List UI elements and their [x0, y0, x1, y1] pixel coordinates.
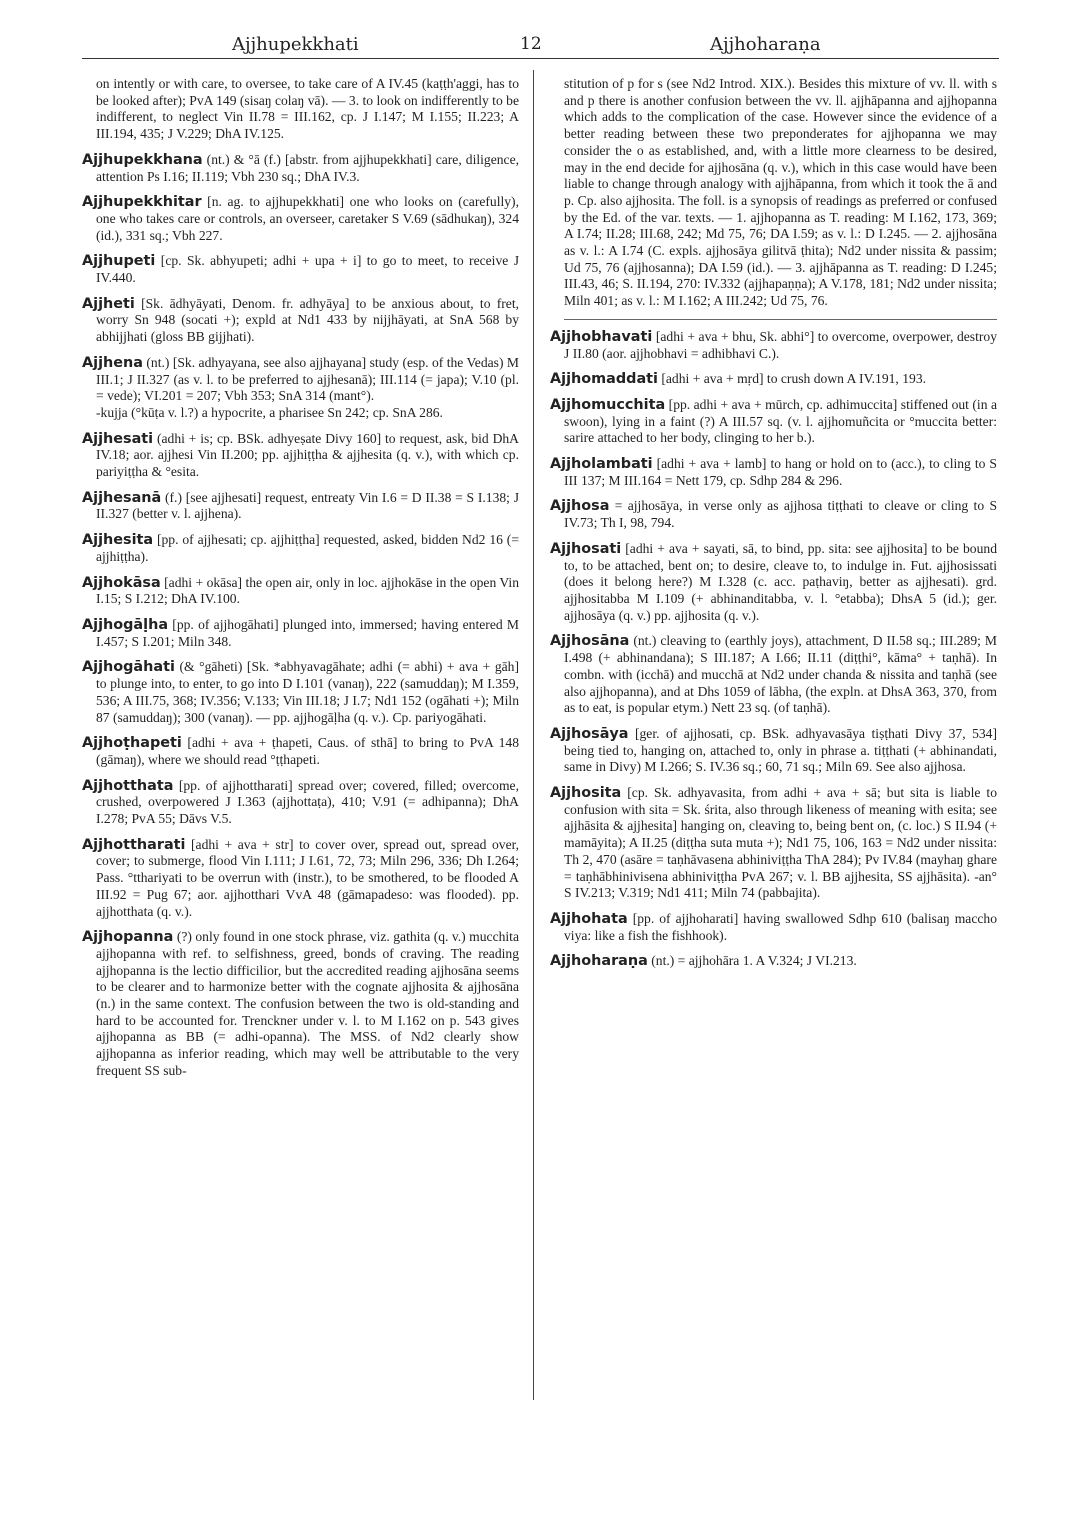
dictionary-entry — [82, 659, 519, 726]
dictionary-entry — [82, 152, 519, 185]
dictionary-entry — [550, 911, 997, 944]
entry-subentry: -kujja (°kūṭa v. l.?) a hypocrite, a pharisee Sn 242; cp. SnA 286. — [96, 404, 443, 420]
dictionary-entry — [82, 778, 519, 828]
dictionary-entry — [550, 785, 997, 902]
dictionary-entry — [550, 541, 997, 625]
entry-definition: [cp. Sk. abhyupeti; adhi + upa + i] to go to meet, to receive J IV.440. — [96, 253, 519, 286]
entry-definition: [adhi + ava + bhu, Sk. abhi°] to overcome, overpower, destroy J II.80 (aor. ajjhobhavi = adhibhavi C.). — [564, 328, 997, 361]
entry-headword: Ajjhosāya — [550, 725, 629, 742]
continuation-text: stitution of p for s (see Nd2 Introd. XIX.). Besides this mixture of vv. ll. with s and p there is another confusion between the vv. ll. ajjhāpanna and ajjhopanna which adds to the complication of the case. However since the evidence of a better reading between these two preponderates for ajjhopanna we may consider the o as established, and, with a little more clearness to be desired, may in the end decide for ajjhosāna (q. v.), which in this case would have been liable to change through analogy with ajjhāpanna, from which it took the ā and p. Cp. also ajjhosita. The foll. is a synopsis of readings as preferred or confused by the Ed. of the var. texts. — 1. ajjhopanna as T. reading: M I.162, 173, 369; A I.74; II.28; III.68, 242; Md 75, 76; DA I.59; as v. l.: D I.245. — 2. ajjhosāna as v. l.: A I.74 (C. expls. ajjhosāya gilitvā ṭhita); Nd2 under nissita & passim; Ud 75, 76 (ajjhosanna); DA I.59 (id.). — 3. ajjhāpanna as T. reading: D I.245; III.43, 46; S. II.194, 270: IV.332 (ajjhapaṇṇa); A V.178, 181; Nd2 under nissita; Miln 401; as v. l.: M I.162; A III.242; Ud 75, 76. — [564, 76, 997, 309]
entry-headword: Ajjhesanā — [82, 489, 162, 506]
left-column — [82, 76, 519, 1089]
entry-headword: Ajjhesita — [82, 532, 154, 549]
entry-definition: (?) only found in one stock phrase, viz. gathita (q. v.) mucchita ajjhopanna with ref. to selfishness, greed, bonds of craving. The reading ajjhopanna is the lectio difficilior, but the accredited reading ajjhosāna seems to be clearer and to harmonize better with the cognate ajjhosita & ajjhosāna (n.) in the same context. The confusion between the two is old-standing and hard to be accounted for. Trenckner under v. l. to M I.162 on p. 543 gives ajjhopanna as BB (= adhi-opanna). The MSS. of Nd2 clearly show ajjhopanna as inferior reading, which may well be attributable to the very frequent SS sub- — [96, 929, 519, 1078]
entry-definition: = ajjhosāya, in verse only as ajjhosa tiṭṭhati to cleave or cling to S IV.73; Th I, 98, 794. — [564, 498, 997, 531]
entry-definition: [Sk. ādhyāyati, Denom. fr. adhyāya] to be anxious about, to fret, worry Sn 948 (socati +); expld at Nd1 433 by nijjhāyati, at SnA 568 by abhijjhati (gloss BB gijjhati). — [96, 295, 519, 345]
header-left-title: Ajjhupekkhati — [232, 34, 359, 55]
entry-headword: Ajjhupekkhitar — [82, 194, 202, 211]
entry-headword: Ajjheti — [82, 295, 135, 312]
dictionary-entry — [550, 953, 997, 970]
column-divider — [533, 70, 534, 1400]
entry-headword: Ajjhosati — [550, 540, 622, 557]
entry-headword: Ajjhokāsa — [82, 574, 161, 591]
entry-headword: Ajjhupekkhana — [82, 151, 203, 168]
entry-headword: Ajjholambati — [550, 456, 653, 473]
entry-headword: Ajjhupeti — [82, 253, 156, 270]
entry-headword: Ajjhohata — [550, 910, 628, 927]
entry-headword: Ajjhogāhati — [82, 659, 175, 676]
entry-list — [82, 152, 519, 1080]
entry-definition: [pp. adhi + ava + mūrch, cp. adhimuccita] stiffened out (in a swoon), lying in a faint (?) A III.57 sq. (v. l. ajjhomuñcita or °muccita better: sarire attached to her body, clinging to her b.). — [564, 396, 997, 446]
entry-headword: Ajjhottharati — [82, 836, 186, 853]
dictionary-entry — [550, 329, 997, 362]
dictionary-entry — [82, 355, 519, 405]
entry-definition: [ger. of ajjhosati, cp. BSk. adhyavasāya tiṣṭhati Divy 37, 534] being tied to, hanging on, attached to, only in phrase a. tiṭṭhati (+ abhinandati, same in Divy) M I.266; S. IV.36 sq.; 60, 71 sq.; Miln 69. See also ajjhosa. — [564, 725, 997, 775]
entry-headword: Ajjhopanna — [82, 929, 174, 946]
dictionary-entry — [82, 837, 519, 921]
dictionary-entry — [550, 456, 997, 489]
entry-definition: [pp. of ajjhesati; cp. ajjhiṭṭha] requested, asked, bidden Nd2 16 (= ajjhiṭṭha). — [96, 532, 519, 564]
entry-headword: Ajjhobhavati — [550, 328, 653, 345]
entry-headword: Ajjhesati — [82, 430, 154, 447]
entry-definition: [adhi + ava + lamb] to hang or hold on to (acc.), to cling to S III 137; M III.164 = Nett 179, cp. Sdhp 284 & 296. — [564, 456, 997, 488]
dictionary-entry — [82, 253, 519, 286]
entry-headword: Ajjhoṭhapeti — [82, 735, 182, 752]
continuation-text: on intently or with care, to oversee, to take care of A IV.45 (kaṭṭh'aggi, has to be looked after); PvA 149 (sisaŋ colaŋ vā). — 3. to look on indifferently to be indifferent, to neglect Vin II.78 = III.162, cp. J I.147; M I.155; II.223; A III.194, 435; J V.229; DhA IV.125. — [96, 76, 519, 142]
right-column — [550, 76, 997, 979]
dictionary-entry — [82, 296, 519, 346]
entry-definition: (f.) [see ajjhesati] request, entreaty Vin I.6 = D II.38 = S I.138; J II.327 (better v. l. ajjhena). — [96, 489, 519, 522]
entry-definition: [adhi + ava + mṛd] to crush down A IV.191, 193. — [657, 371, 927, 387]
entry-headword: Ajjhotthata — [82, 777, 174, 794]
entry-definition: [cp. Sk. adhyavasita, from adhi + ava + sā; but sita is liable to confusion with sita = Sk. śrita, also through likeness of meaning with esita; see ajjhāsita & ajjhesita] hanging on, cleaving to, being bent on, (c. loc.) S II.94 (+ mamāyita); A II.25 (diṭṭha suta muta +); Nd1 75, 106, 163 = Nd2 under nissita: Th 2, 470 (asāre = taṇhāvasena abhiniviṭṭha ThA 284); Pv IV.84 (mayhaŋ ghare = taṇhābhinivisena abhiniviṭṭha PvA 267; v. l. BB ajjhesita, SS ajjhāsita). -an° S IV.213; V.319; Nd1 411; Miln 74 (pabbajita). — [564, 785, 997, 901]
dictionary-entry — [550, 633, 997, 717]
entry-definition: [pp. of ajjhogāhati] plunged into, immersed; having entered M I.457; S I.201; Miln 348. — [96, 616, 519, 649]
entry-definition: [pp. of ajjhottharati] spread over; covered, filled; overcome, crushed, overpowered J I.363 (ajjhottaṭa), 410; V.91 (= adhipanna); DhA I.278; PvA 55; Dāvs V.5. — [96, 777, 519, 827]
entry-definition: (adhi + is; cp. BSk. adhyeṣate Divy 160] to request, ask, bid DhA IV.18; aor. ajjhesi Vin II.200; pp. ajjhiṭṭha & ajjhesita (q. v.), with which cp. pariyiṭṭha & °esita. — [96, 430, 519, 480]
dictionary-entry — [82, 532, 519, 565]
dictionary-entry — [82, 431, 519, 481]
entry-definition: [pp. of ajjhoharati] having swallowed Sdhp 610 (balisaŋ maccho viya: like a fish the fishhook). — [564, 910, 997, 943]
dictionary-entry — [82, 735, 519, 768]
entry-definition: [adhi + ava + sayati, sā, to bind, pp. sita: see ajjhosita] to be bound to, to be attached, bent on; to desire, cleave to, to indulge in. Fut. ajjhosissati (does it belong here?) M I.328 (c. acc. paṭhaviŋ, better as ajjhesati). grd. ajjhositabba M I.109 (+ abhinanditabba, v. l. °etabba); DhsA 5 (id.); ger. ajjhosāya (q. v.) pp. ajjhosita (q. v.). — [564, 540, 997, 623]
dictionary-entry — [550, 498, 997, 531]
dictionary-entry — [550, 726, 997, 776]
entry-headword: Ajjhosa — [550, 498, 610, 515]
entry-definition: [adhi + ava + ṭhapeti, Caus. of sthā] to bring to PvA 148 (gāmaŋ), where we should read °ṭṭhapeti. — [96, 735, 519, 767]
entry-headword: Ajjhena — [82, 354, 143, 371]
entry-definition: (nt.) & °ā (f.) [abstr. from ajjhupekkhati] care, diligence, attention Ps I.16; II.119; Vbh 230 sq.; DhA IV.3. — [96, 151, 519, 184]
entry-definition: (& °gāheti) [Sk. *abhyavagāhate; adhi (= abhi) + ava + gāh] to plunge into, to enter, to go into D I.101 (vanaŋ), 222 (samuddaŋ); M I.359, 536; A III.75, 368; IV.356; V.133; Vin III.18; J I.7; Nd1 152 (ogāhati +); Miln 87 (samuddaŋ); 300 (vanaŋ). — pp. ajjhogāḷha (q. v.). Cp. pariyogāhati. — [96, 659, 519, 725]
separator-rule — [564, 319, 997, 320]
entry-headword: Ajjhoharaṇa — [550, 953, 648, 970]
dictionary-entry — [82, 490, 519, 523]
page-number: 12 — [520, 34, 542, 54]
dictionary-entry — [82, 617, 519, 650]
entry-headword: Ajjhomaddati — [550, 371, 658, 388]
entry-list — [550, 329, 997, 970]
entry-definition: (nt.) [Sk. adhyayana, see also ajjhayana] study (esp. of the Vedas) M III.1; J II.327 (as v. l. to be preferred to ajjhesanā); III.114 (= japa); V.10 (pl. = vede); VI.201 = 207; Vbh 353; SnA 314 (mant°). — [96, 354, 519, 404]
entry-definition: (nt.) cleaving to (earthly joys), attachment, D II.58 sq.; III.289; M I.498 (+ abhinandana); S III.187; A I.66; II.11 (diṭṭhi°, kāma° + taṇhā). In combn. with (icchā) and mucchā at Nd2 under chanda & nissita and taṇhā (see also ajjhopanna), and at Dhs 1059 of lābha, (the expln. at DhsA 363, 370, from as to eat, is popular etym.) Nett 23 sq. (of taṇhā). — [564, 633, 997, 716]
dictionary-entry — [550, 397, 997, 447]
page-header — [82, 34, 999, 59]
entry-headword: Ajjhomucchita — [550, 396, 666, 413]
entry-headword: Ajjhogāḷha — [82, 616, 169, 633]
dictionary-entry — [550, 371, 997, 388]
entry-definition: (nt.) = ajjhohāra 1. A V.324; J VI.213. — [647, 953, 857, 969]
dictionary-entry — [82, 929, 519, 1079]
dictionary-entry — [82, 194, 519, 244]
entry-definition: [adhi + okāsa] the open air, only in loc. ajjhokāse in the open Vin I.15; S I.212; DhA IV.100. — [96, 574, 519, 607]
header-right-title: Ajjhoharaṇa — [710, 34, 821, 55]
entry-definition: [n. ag. to ajjhupekkhati] one who looks on (carefully), one who takes care or controls, an overseer, caretaker S V.69 (sādhukaŋ), 324 (id.), 331 sq.; Vbh 227. — [96, 194, 519, 243]
entry-headword: Ajjhosāna — [550, 633, 630, 650]
entry-definition: [adhi + ava + str] to cover over, spread out, spread over, cover; to submerge, flood Vin I.111; J I.61, 72, 73; Miln 296, 336; Dh I.264; Pass. °tthariyati to be overrun with (instr.), to be smothered, to be flooded A III.92 = Pug 67; aor. ajjhotthari VvA 48 (gāmapadeso: was flooded). pp. ajjhotthata (q. v.). — [96, 836, 519, 919]
entry-headword: Ajjhosita — [550, 785, 622, 802]
dictionary-entry — [82, 575, 519, 608]
